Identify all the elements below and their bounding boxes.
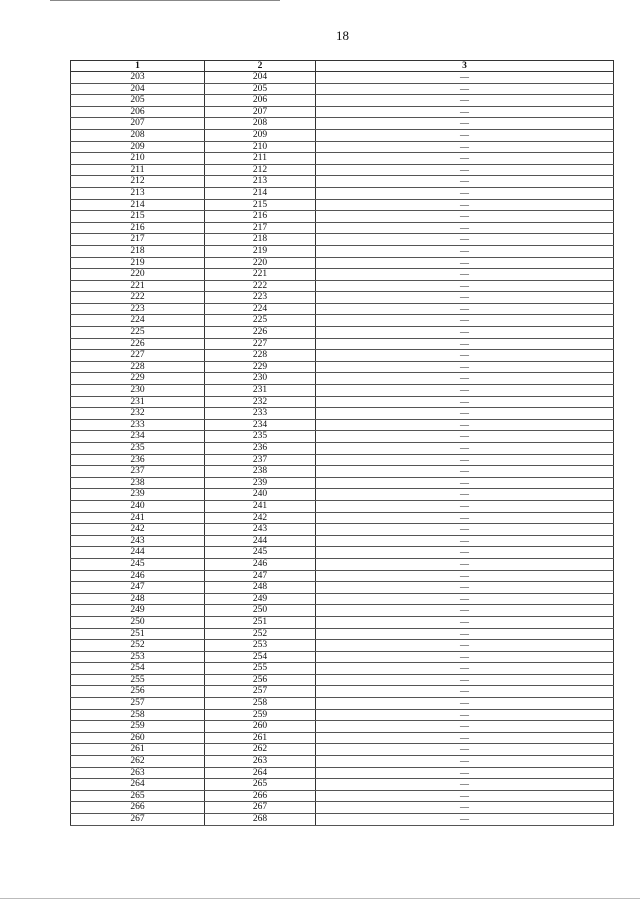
cell-col-2: 243: [205, 524, 316, 536]
table-row: [71, 582, 614, 594]
cell-col-2: 227: [205, 338, 316, 350]
cell-col-3: —: [316, 721, 614, 733]
cell-col-1: 232: [71, 408, 205, 420]
cell-col-1: 227: [71, 350, 205, 362]
cell-col-3: —: [316, 373, 614, 385]
table-row: [71, 141, 614, 153]
cell-col-3: —: [316, 95, 614, 107]
cell-col-1: 257: [71, 698, 205, 710]
cell-col-3: —: [316, 408, 614, 420]
cell-col-3: —: [316, 443, 614, 455]
table-row: [71, 222, 614, 234]
cell-col-3: —: [316, 280, 614, 292]
table-row: [71, 234, 614, 246]
cell-col-1: 244: [71, 547, 205, 559]
table-row: [71, 280, 614, 292]
cell-col-1: 228: [71, 361, 205, 373]
cell-col-3: —: [316, 744, 614, 756]
cell-col-1: 243: [71, 535, 205, 547]
cell-col-2: 251: [205, 616, 316, 628]
cell-col-3: —: [316, 234, 614, 246]
cell-col-1: 239: [71, 489, 205, 501]
cell-col-1: 255: [71, 674, 205, 686]
cell-col-3: —: [316, 732, 614, 744]
table-row: [71, 790, 614, 802]
cell-col-3: —: [316, 106, 614, 118]
cell-col-3: —: [316, 222, 614, 234]
table-row: [71, 802, 614, 814]
cell-col-1: 233: [71, 419, 205, 431]
cell-col-3: —: [316, 118, 614, 130]
table-row: [71, 744, 614, 756]
scan-edge-line-bottom: [0, 898, 640, 899]
table-row: [71, 605, 614, 617]
cell-col-3: —: [316, 767, 614, 779]
cell-col-3: —: [316, 396, 614, 408]
cell-col-1: 219: [71, 257, 205, 269]
cell-col-3: —: [316, 176, 614, 188]
cell-col-2: 219: [205, 245, 316, 257]
cell-col-2: 210: [205, 141, 316, 153]
cell-col-1: 267: [71, 814, 205, 826]
cell-col-1: 223: [71, 303, 205, 315]
data-table: [70, 60, 614, 826]
cell-col-3: —: [316, 199, 614, 211]
table-row: [71, 106, 614, 118]
table-header-row: [71, 61, 614, 72]
table-row: [71, 385, 614, 397]
cell-col-3: —: [316, 512, 614, 524]
cell-col-3: —: [316, 802, 614, 814]
table-row: [71, 373, 614, 385]
cell-col-1: 262: [71, 756, 205, 768]
cell-col-1: 251: [71, 628, 205, 640]
cell-col-2: 222: [205, 280, 316, 292]
cell-col-3: —: [316, 419, 614, 431]
cell-col-1: 248: [71, 593, 205, 605]
cell-col-3: —: [316, 640, 614, 652]
table-row: [71, 640, 614, 652]
cell-col-2: 228: [205, 350, 316, 362]
cell-col-3: —: [316, 257, 614, 269]
cell-col-2: 233: [205, 408, 316, 420]
table-row: [71, 211, 614, 223]
cell-col-2: 257: [205, 686, 316, 698]
cell-col-3: —: [316, 779, 614, 791]
cell-col-3: —: [316, 628, 614, 640]
cell-col-2: 254: [205, 651, 316, 663]
cell-col-2: 231: [205, 385, 316, 397]
cell-col-3: —: [316, 245, 614, 257]
cell-col-1: 238: [71, 477, 205, 489]
table-row: [71, 199, 614, 211]
cell-col-2: 247: [205, 570, 316, 582]
cell-col-3: —: [316, 547, 614, 559]
cell-col-3: —: [316, 686, 614, 698]
table-row: [71, 686, 614, 698]
cell-col-3: —: [316, 790, 614, 802]
table-row: [71, 292, 614, 304]
cell-col-3: —: [316, 477, 614, 489]
cell-col-3: —: [316, 756, 614, 768]
cell-col-1: 212: [71, 176, 205, 188]
cell-col-2: 206: [205, 95, 316, 107]
cell-col-1: 237: [71, 466, 205, 478]
table-row: [71, 315, 614, 327]
cell-col-3: —: [316, 663, 614, 675]
table-row: [71, 547, 614, 559]
table-row: [71, 628, 614, 640]
cell-col-2: 260: [205, 721, 316, 733]
table-row: [71, 257, 614, 269]
cell-col-1: 259: [71, 721, 205, 733]
cell-col-1: 260: [71, 732, 205, 744]
cell-col-1: 264: [71, 779, 205, 791]
cell-col-2: 266: [205, 790, 316, 802]
cell-col-2: 208: [205, 118, 316, 130]
cell-col-2: 252: [205, 628, 316, 640]
table-row: [71, 709, 614, 721]
cell-col-2: 209: [205, 129, 316, 141]
cell-col-1: 221: [71, 280, 205, 292]
cell-col-1: 229: [71, 373, 205, 385]
table-row: [71, 408, 614, 420]
table-row: [71, 269, 614, 281]
table-row: [71, 327, 614, 339]
cell-col-2: 265: [205, 779, 316, 791]
table-header: [71, 61, 614, 72]
cell-col-2: 258: [205, 698, 316, 710]
table-row: [71, 616, 614, 628]
cell-col-3: —: [316, 129, 614, 141]
cell-col-3: —: [316, 674, 614, 686]
cell-col-1: 210: [71, 153, 205, 165]
table-row: [71, 245, 614, 257]
cell-col-2: 239: [205, 477, 316, 489]
table-row: [71, 118, 614, 130]
cell-col-3: —: [316, 431, 614, 443]
column-header-1: 1: [71, 61, 205, 72]
table-row: [71, 454, 614, 466]
cell-col-1: 209: [71, 141, 205, 153]
cell-col-1: 231: [71, 396, 205, 408]
cell-col-2: 245: [205, 547, 316, 559]
cell-col-2: 232: [205, 396, 316, 408]
table-row: [71, 779, 614, 791]
cell-col-1: 240: [71, 500, 205, 512]
cell-col-2: 249: [205, 593, 316, 605]
cell-col-3: —: [316, 315, 614, 327]
cell-col-2: 213: [205, 176, 316, 188]
table-row: [71, 593, 614, 605]
table-row: [71, 419, 614, 431]
table-row: [71, 350, 614, 362]
table-row: [71, 396, 614, 408]
table-row: [71, 466, 614, 478]
cell-col-3: —: [316, 338, 614, 350]
cell-col-2: 241: [205, 500, 316, 512]
cell-col-2: 217: [205, 222, 316, 234]
cell-col-2: 225: [205, 315, 316, 327]
cell-col-3: —: [316, 327, 614, 339]
cell-col-3: —: [316, 350, 614, 362]
cell-col-3: —: [316, 489, 614, 501]
cell-col-3: —: [316, 709, 614, 721]
cell-col-2: 253: [205, 640, 316, 652]
cell-col-2: 237: [205, 454, 316, 466]
cell-col-2: 268: [205, 814, 316, 826]
table-row: [71, 83, 614, 95]
cell-col-3: —: [316, 582, 614, 594]
table-row: [71, 303, 614, 315]
cell-col-3: —: [316, 814, 614, 826]
table-row: [71, 443, 614, 455]
cell-col-1: 208: [71, 129, 205, 141]
cell-col-1: 222: [71, 292, 205, 304]
cell-col-3: —: [316, 83, 614, 95]
cell-col-3: —: [316, 211, 614, 223]
cell-col-2: 235: [205, 431, 316, 443]
cell-col-2: 242: [205, 512, 316, 524]
cell-col-1: 218: [71, 245, 205, 257]
column-header-2: 2: [205, 61, 316, 72]
cell-col-2: 236: [205, 443, 316, 455]
cell-col-3: —: [316, 164, 614, 176]
table-row: [71, 512, 614, 524]
cell-col-3: —: [316, 153, 614, 165]
cell-col-2: 212: [205, 164, 316, 176]
cell-col-2: 216: [205, 211, 316, 223]
table-row: [71, 72, 614, 84]
scan-edge-line-top: [50, 0, 280, 1]
table-row: [71, 663, 614, 675]
table-row: [71, 95, 614, 107]
table-row: [71, 338, 614, 350]
table-row: [71, 477, 614, 489]
cell-col-1: 216: [71, 222, 205, 234]
table-row: [71, 651, 614, 663]
cell-col-1: 253: [71, 651, 205, 663]
cell-col-2: 229: [205, 361, 316, 373]
cell-col-3: —: [316, 593, 614, 605]
table-row: [71, 814, 614, 826]
cell-col-2: 230: [205, 373, 316, 385]
cell-col-1: 206: [71, 106, 205, 118]
cell-col-1: 258: [71, 709, 205, 721]
cell-col-1: 211: [71, 164, 205, 176]
cell-col-1: 207: [71, 118, 205, 130]
cell-col-3: —: [316, 605, 614, 617]
cell-col-1: 252: [71, 640, 205, 652]
cell-col-2: 264: [205, 767, 316, 779]
cell-col-2: 261: [205, 732, 316, 744]
table-row: [71, 129, 614, 141]
cell-col-2: 224: [205, 303, 316, 315]
cell-col-2: 244: [205, 535, 316, 547]
cell-col-2: 255: [205, 663, 316, 675]
cell-col-2: 218: [205, 234, 316, 246]
table-row: [71, 558, 614, 570]
cell-col-3: —: [316, 303, 614, 315]
cell-col-1: 205: [71, 95, 205, 107]
cell-col-3: —: [316, 698, 614, 710]
cell-col-2: 259: [205, 709, 316, 721]
cell-col-1: 265: [71, 790, 205, 802]
cell-col-1: 235: [71, 443, 205, 455]
cell-col-2: 263: [205, 756, 316, 768]
table-row: [71, 153, 614, 165]
cell-col-1: 225: [71, 327, 205, 339]
cell-col-2: 207: [205, 106, 316, 118]
cell-col-3: —: [316, 558, 614, 570]
table-body: [71, 72, 614, 826]
cell-col-1: 217: [71, 234, 205, 246]
cell-col-1: 234: [71, 431, 205, 443]
table-row: [71, 187, 614, 199]
cell-col-2: 267: [205, 802, 316, 814]
table-row: [71, 732, 614, 744]
table-row: [71, 431, 614, 443]
cell-col-3: —: [316, 466, 614, 478]
table-row: [71, 164, 614, 176]
cell-col-2: 223: [205, 292, 316, 304]
cell-col-3: —: [316, 454, 614, 466]
table-row: [71, 767, 614, 779]
table-row: [71, 721, 614, 733]
cell-col-1: 249: [71, 605, 205, 617]
cell-col-3: —: [316, 524, 614, 536]
cell-col-1: 215: [71, 211, 205, 223]
cell-col-2: 246: [205, 558, 316, 570]
cell-col-3: —: [316, 535, 614, 547]
column-header-3: 3: [316, 61, 614, 72]
cell-col-3: —: [316, 616, 614, 628]
cell-col-2: 250: [205, 605, 316, 617]
cell-col-1: 247: [71, 582, 205, 594]
cell-col-2: 256: [205, 674, 316, 686]
cell-col-1: 230: [71, 385, 205, 397]
table-row: [71, 535, 614, 547]
table-row: [71, 500, 614, 512]
cell-col-2: 221: [205, 269, 316, 281]
cell-col-3: —: [316, 292, 614, 304]
cell-col-2: 226: [205, 327, 316, 339]
cell-col-2: 220: [205, 257, 316, 269]
cell-col-1: 263: [71, 767, 205, 779]
cell-col-1: 242: [71, 524, 205, 536]
cell-col-3: —: [316, 500, 614, 512]
cell-col-1: 245: [71, 558, 205, 570]
table-row: [71, 176, 614, 188]
cell-col-3: —: [316, 72, 614, 84]
cell-col-1: 246: [71, 570, 205, 582]
cell-col-1: 203: [71, 72, 205, 84]
cell-col-1: 220: [71, 269, 205, 281]
cell-col-1: 226: [71, 338, 205, 350]
cell-col-3: —: [316, 187, 614, 199]
table-row: [71, 361, 614, 373]
cell-col-3: —: [316, 361, 614, 373]
cell-col-2: 215: [205, 199, 316, 211]
cell-col-2: 204: [205, 72, 316, 84]
cell-col-3: —: [316, 269, 614, 281]
cell-col-1: 250: [71, 616, 205, 628]
cell-col-3: —: [316, 570, 614, 582]
table-row: [71, 570, 614, 582]
cell-col-1: 266: [71, 802, 205, 814]
page-number: 18: [336, 28, 349, 43]
cell-col-1: 214: [71, 199, 205, 211]
table-row: [71, 489, 614, 501]
cell-col-2: 214: [205, 187, 316, 199]
cell-col-3: —: [316, 385, 614, 397]
cell-col-1: 213: [71, 187, 205, 199]
cell-col-3: —: [316, 141, 614, 153]
cell-col-2: 211: [205, 153, 316, 165]
cell-col-2: 234: [205, 419, 316, 431]
cell-col-1: 204: [71, 83, 205, 95]
cell-col-2: 248: [205, 582, 316, 594]
cell-col-1: 261: [71, 744, 205, 756]
cell-col-1: 241: [71, 512, 205, 524]
table-row: [71, 674, 614, 686]
cell-col-2: 262: [205, 744, 316, 756]
cell-col-1: 254: [71, 663, 205, 675]
cell-col-1: 224: [71, 315, 205, 327]
cell-col-1: 256: [71, 686, 205, 698]
table-row: [71, 698, 614, 710]
cell-col-2: 238: [205, 466, 316, 478]
cell-col-1: 236: [71, 454, 205, 466]
table-row: [71, 524, 614, 536]
cell-col-3: —: [316, 651, 614, 663]
table-row: [71, 756, 614, 768]
cell-col-2: 205: [205, 83, 316, 95]
cell-col-2: 240: [205, 489, 316, 501]
